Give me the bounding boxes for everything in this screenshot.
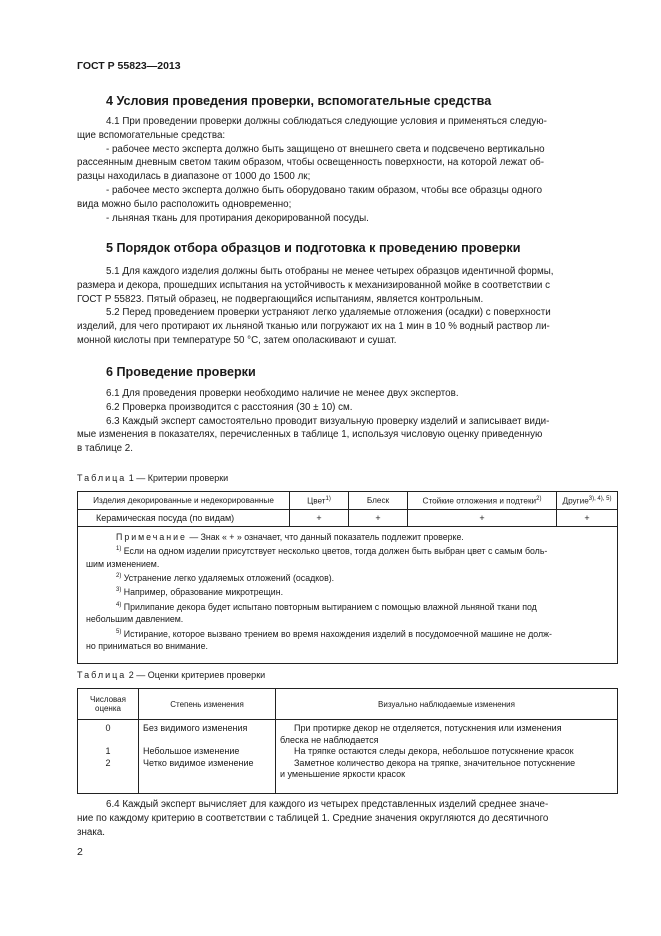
footnote-1: $^{1)}$ Если на одном изделии присутствует несколько цветов, тогда должен быть выбран цвет с самым боль- [116,546,548,557]
table-cell: + [349,510,408,527]
table-cell: Керамическая посуда (по видам) [78,510,290,527]
table-2-caption: Таблица 2 — Оценки критериев проверки [77,670,266,680]
table-notes-row [78,527,618,664]
column-header: Цвет$^{1)}$ [290,492,349,510]
observed-change: При протирке декор не отделяется, потускнения или изменения [294,723,562,733]
footnote-5: $^{5)}$ Истирание, которое вызвано трением во время нахождения изделий в посудомоечной машине не долж- [116,628,552,639]
score-value: 2 [105,757,111,768]
table-row [78,720,618,794]
standard-code: ГОСТ Р 55823—2013 [77,60,181,72]
footnote-2: $^{2)}$ Устранение легко удаляемых отложений (осадков). [116,573,335,584]
observed-change: На тряпке остаются следы декора, небольшое потускнение красок [294,746,574,757]
paragraph-line: 6.2 Проверка производится с расстояния (30 ± 10) см. [106,401,353,413]
paragraph-line: 4.1 При проведении проверки должны соблюдаться следующие условия и применяться следую- [106,116,547,127]
section-6-body [77,387,617,456]
paragraph-line: - рабочее место эксперта должно быть оборудовано таким образом, чтобы все образцы одного [106,184,543,196]
observed-changes-column [276,720,618,794]
page-number: 2 [77,846,83,858]
paragraph-line: 6.4 Каждый эксперт вычисляет для каждого из четырех представленных изделий среднее значе- [106,799,549,810]
table-header-row [78,689,618,720]
degree-value: Без видимого изменения [143,723,248,733]
degree-column [139,720,276,794]
paragraph-line: знака. [77,826,106,838]
paragraph-line: в таблице 2. [77,443,133,455]
score-value: 0 [105,723,111,733]
paragraph-line: ГОСТ Р 55823. Пятый образец, не подвергающийся испытаниям, является контрольным. [77,293,484,305]
score-value: 1 [105,746,111,757]
paragraph-line: монной кислоты при температуре 50 °С, затем ополаскивают и сушат. [77,334,397,346]
table-notes [78,527,618,664]
column-header: Степень изменения [139,689,276,720]
note-line: Примечание — Знак « + » означает, что данный показатель подлежит проверке. [116,532,464,542]
observed-change-cont: блеска не наблюдается [280,734,379,745]
footnote-3: $^{3)}$ Например, образование микротрещин. [116,587,284,598]
column-header: Другие$^{3), 4), 5)}$ [557,492,618,510]
paragraph-line: мые изменения в показателях, перечисленных в таблице 1, используя числовую оценку приведенную [77,429,543,441]
paragraph-line: 6.3 Каждый эксперт самостоятельно проводит визуальную проверку изделий и записывает види- [106,415,550,427]
paragraph-line: изделий, для чего протирают их льняной тканью или погружают их на 1 мин в 10 % водный раствор ли- [77,321,550,333]
table-1-caption: Таблица 1 — Критерии проверки [77,473,229,483]
footnote-4: $^{4)}$ Прилипание декора будет испытано повторным вытиранием с помощью влажной льняной ткани под [116,601,537,612]
paragraph-line: разцы находилась в диапазоне от 1000 до 1500 лк; [77,171,311,183]
table-row [78,510,618,527]
paragraph-line: 5.1 Для каждого изделия должны быть отобраны не менее четырех образцов идентичной формы, [106,266,554,277]
section-4-body [77,115,617,225]
table-header-row [78,492,618,510]
footnote-1-cont: шим изменением. [86,558,160,569]
section-5-title: 5 Порядок отбора образцов и подготовка к проведению проверки [106,241,521,255]
column-header: Стойкие отложения и подтеки$^{2)}$ [408,492,557,510]
paragraph-line: вида можно было расположить одновременно; [77,198,292,210]
section-6-4-body [77,798,617,839]
observed-change: Заметное количество декора на тряпке, значительное потускнение [294,757,576,768]
section-4-title: 4 Условия проведения проверки, вспомогательные средства [106,94,492,108]
observed-change-cont: и уменьшение яркости красок [280,769,406,780]
footnote-4-cont: небольшим давлением. [86,614,184,625]
table-cell: + [557,510,618,527]
paragraph-line: щие вспомогательные средства: [77,129,226,141]
paragraph-line: - рабочее место эксперта должно быть защищено от внешнего света и подсвечено вертикально [106,143,545,155]
footnote-5-cont: но приниматься во внимание. [86,640,208,651]
column-header: Числовая оценка [78,689,139,720]
table-cell: + [290,510,349,527]
column-header: Блеск [349,492,408,510]
section-5-body [77,265,617,348]
paragraph-line: 6.1 Для проведения проверки необходимо наличие не менее двух экспертов. [106,388,459,399]
scores-table [77,688,618,794]
column-header: Визуально наблюдаемые изменения [276,689,618,720]
degree-value: Четко видимое изменение [143,757,254,768]
paragraph-line: 5.2 Перед проведением проверки устраняют легко удаляемые отложения (осадки) с поверхности [106,307,551,319]
paragraph-line: - льняная ткань для протирания декорированной посуды. [106,212,369,224]
table-cell: + [408,510,557,527]
paragraph-line: рассеянным дневным светом таким образом, чтобы освещенность поверхности, на которой лежат об- [77,157,545,169]
paragraph-line: ние по каждому критерию в соответствии с таблицей 1. Средние значения округляются до десятичного [77,812,549,824]
score-column [78,720,139,794]
degree-value: Небольшое изменение [143,746,240,757]
paragraph-line: размера и декора, прошедших испытания на устойчивость к механизированной мойке в соответствии с [77,279,550,291]
column-header: Изделия декорированные и недекорированные [78,492,290,510]
criteria-table [77,491,618,664]
section-6-title: 6 Проведение проверки [106,365,256,379]
